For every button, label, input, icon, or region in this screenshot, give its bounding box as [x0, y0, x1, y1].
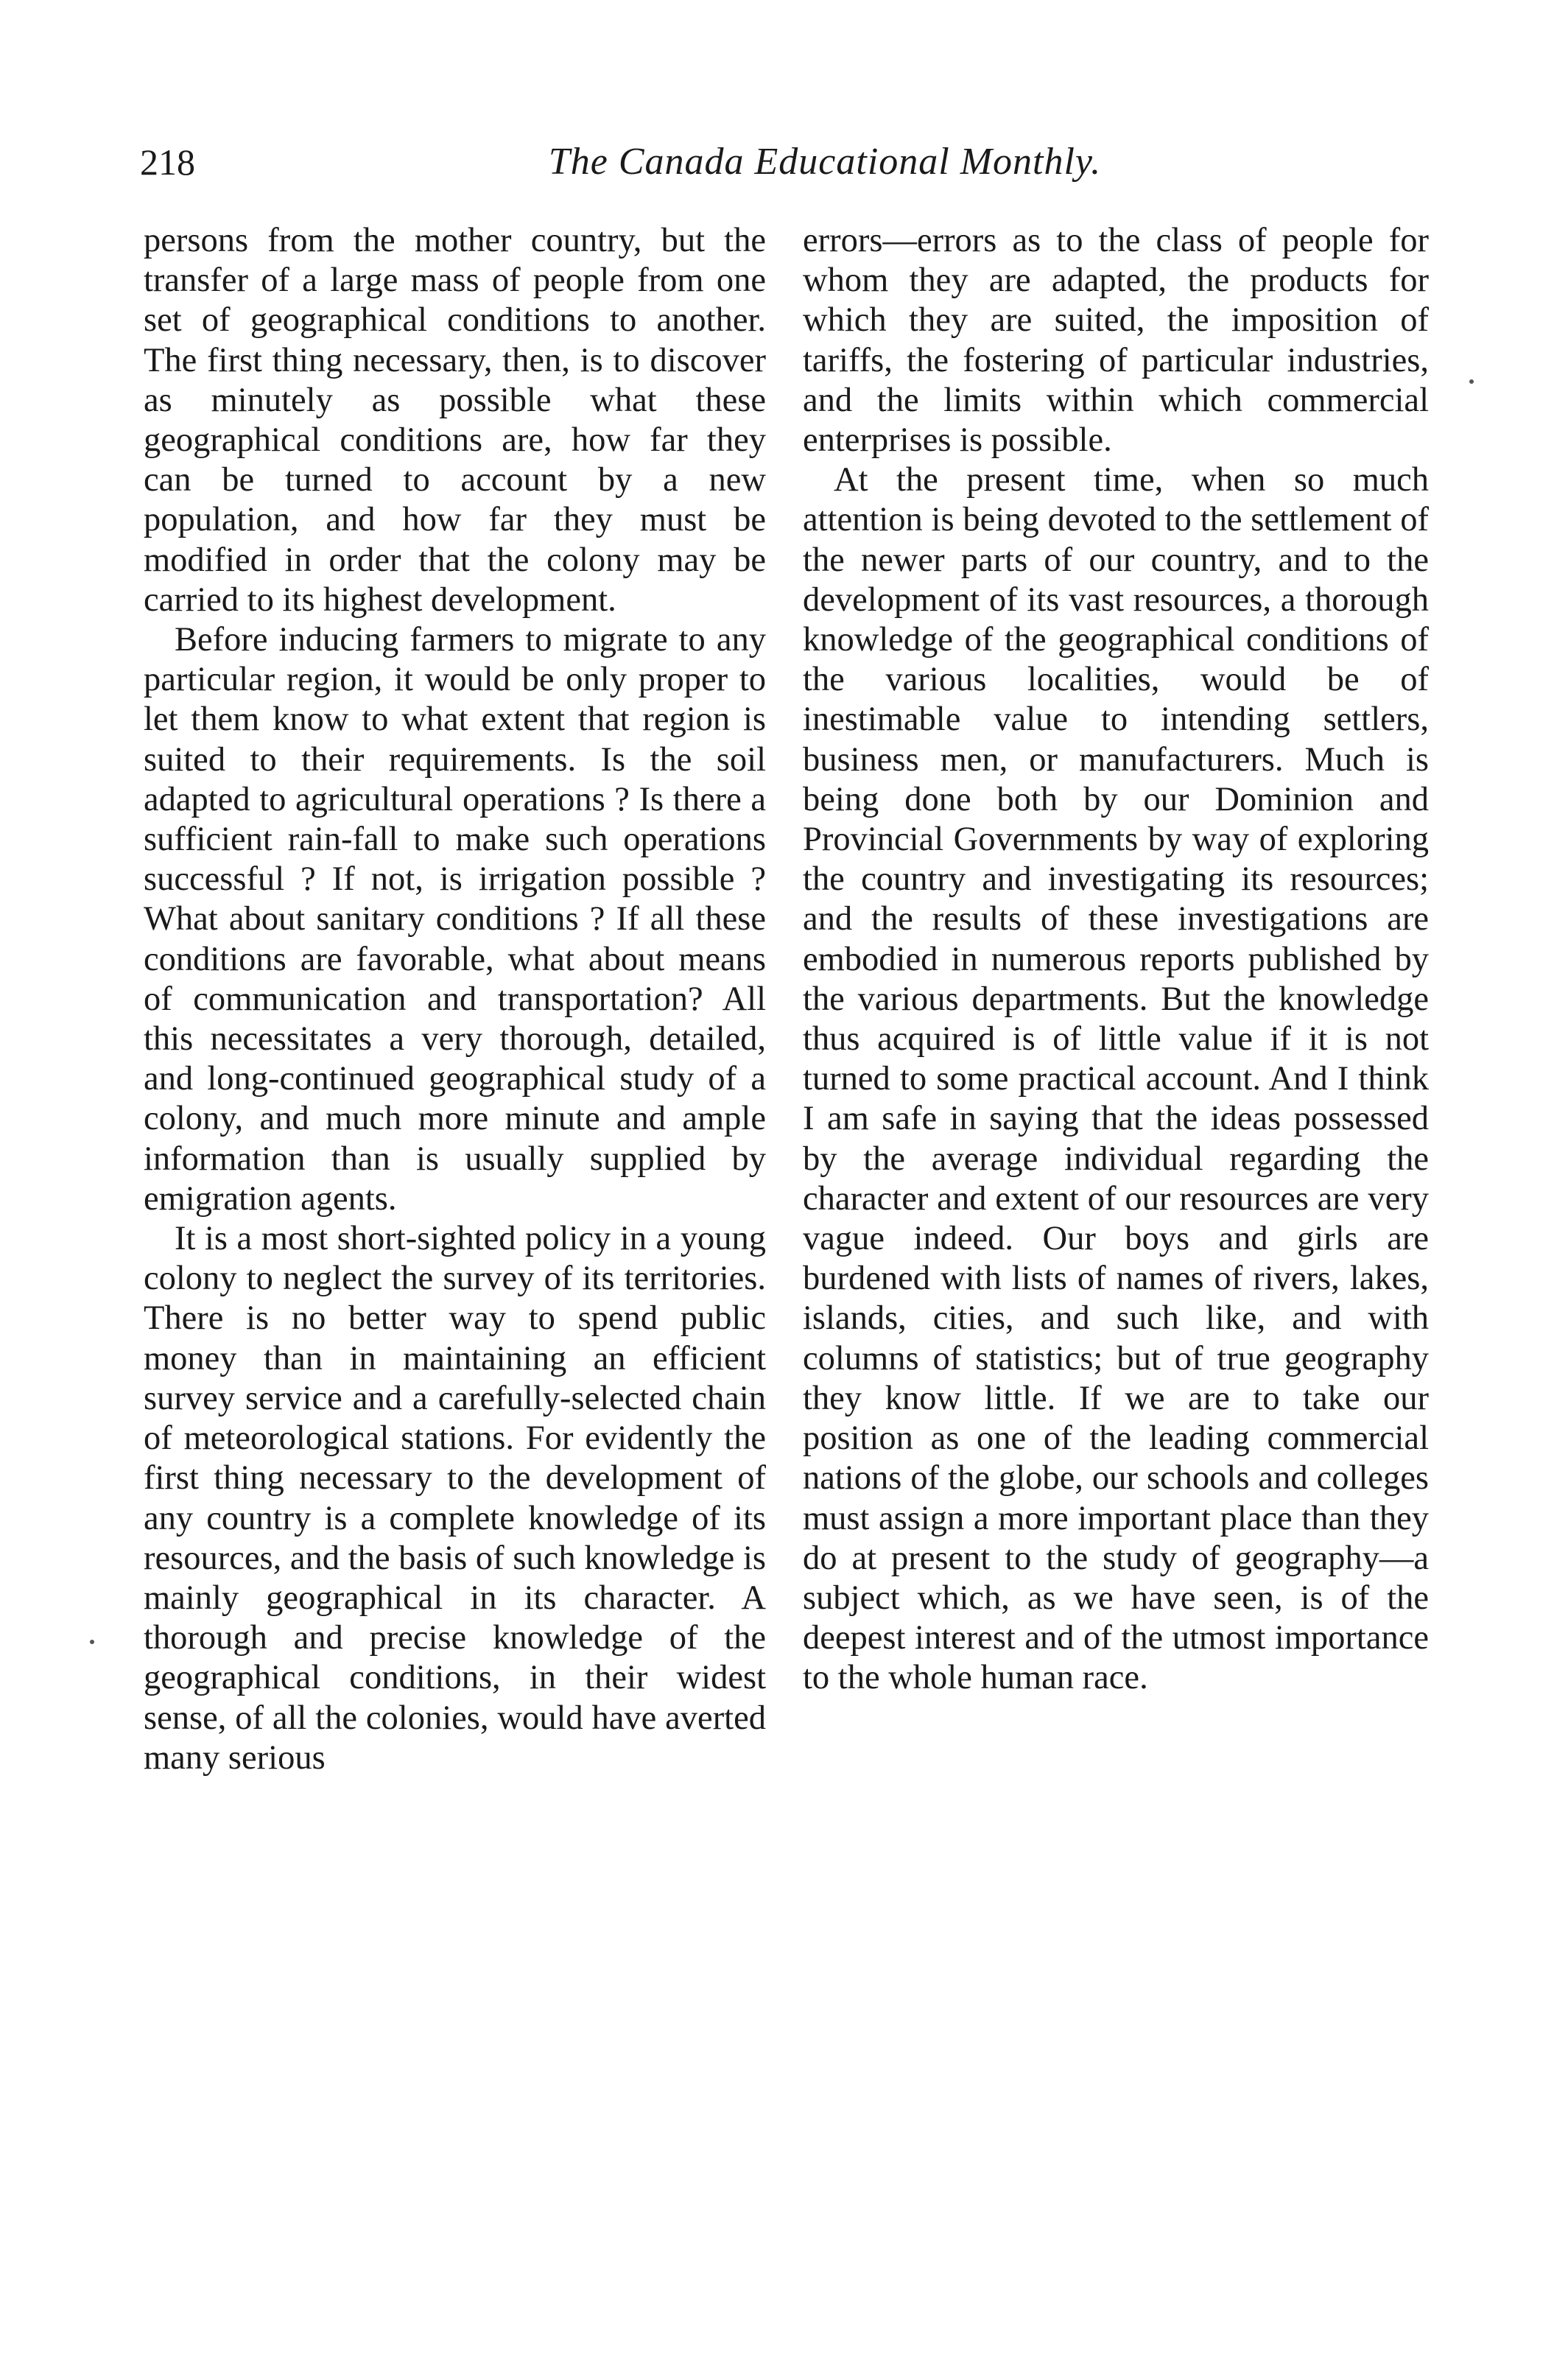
page-number: 218	[140, 141, 195, 183]
paragraph: persons from the mother country, but the transfer of a large mass of people from one set of geographical conditions to another. The first thing necessary, then, is to discover as minutely as possible what these geographical conditions are, how far they can be turned to account by a new population, and how far they must be modified in order that the colony may be carried to its highest development.	[144, 222, 766, 619]
paragraph: errors—errors as to the class of people for whom they are adapted, the products for which they are suited, the imposition of tariffs, the fostering of particular industries, and the limits within which commercial enterprises is possible.	[803, 222, 1429, 460]
journal-title: The Canada Educational Monthly.	[548, 141, 1102, 183]
right-column	[803, 221, 1429, 1699]
paragraph: It is a most short-sighted policy in a young colony to neglect the survey of its territories. There is no better way to spend public money than in maintaining an efficient survey service and a carefully-selected chain of meteorological stations. For evidently the first thing necessary to the development of any country is a complete knowledge of its resources, and the basis of such knowledge is mainly geographical in its character. A thorough and precise knowledge of the geographical conditions, in their widest sense, of all the colonies, would have averted many serious	[144, 1220, 766, 1777]
margin-mark	[90, 1640, 94, 1644]
paragraph: Before inducing farmers to migrate to any particular region, it would be only proper to let them know to what extent that region is suited to their requirements. Is the soil adapted to agricultural operations ? Is there a sufficient rain-fall to make such operations successful ? If not, is irrigation possible ? What about sanitary conditions ? If all these conditions are favorable, what about means of communication and transportation? All this necessitates a very thorough, detailed, and long-continued geographical study of a colony, and much more minute and ample information than is usually supplied by emigration agents.	[144, 621, 766, 1218]
margin-mark	[1469, 379, 1474, 384]
left-column	[144, 221, 766, 1778]
running-head	[140, 136, 1458, 188]
paragraph: At the present time, when so much attention is being devoted to the settlement of the newer parts of our country, and to the development of its vast resources, a thorough knowledge of the geographical conditions of the various localities, would be of inestimable value to intending settlers, business men, or manufacturers. Much is being done both by our Dominion and Provincial Governments by way of exploring the country and investigating its resources; and the results of these investigations are embodied in numerous reports published by the various departments. But the knowledge thus acquired is of little value if it is not turned to some practical account. And I think I am safe in saying that the ideas possessed by the average individual regarding the character and extent of our resources are very vague indeed. Our boys and girls are burdened with lists of names of rivers, lakes, islands, cities, and such like, and with columns of statistics; but of true geography they know little. If we are to take our position as one of the leading commercial nations of the globe, our schools and colleges must assign a more important place than they do at present to the study of geography—a subject which, as we have seen, is of the deepest interest and of the utmost importance to the whole human race.	[803, 461, 1429, 1697]
